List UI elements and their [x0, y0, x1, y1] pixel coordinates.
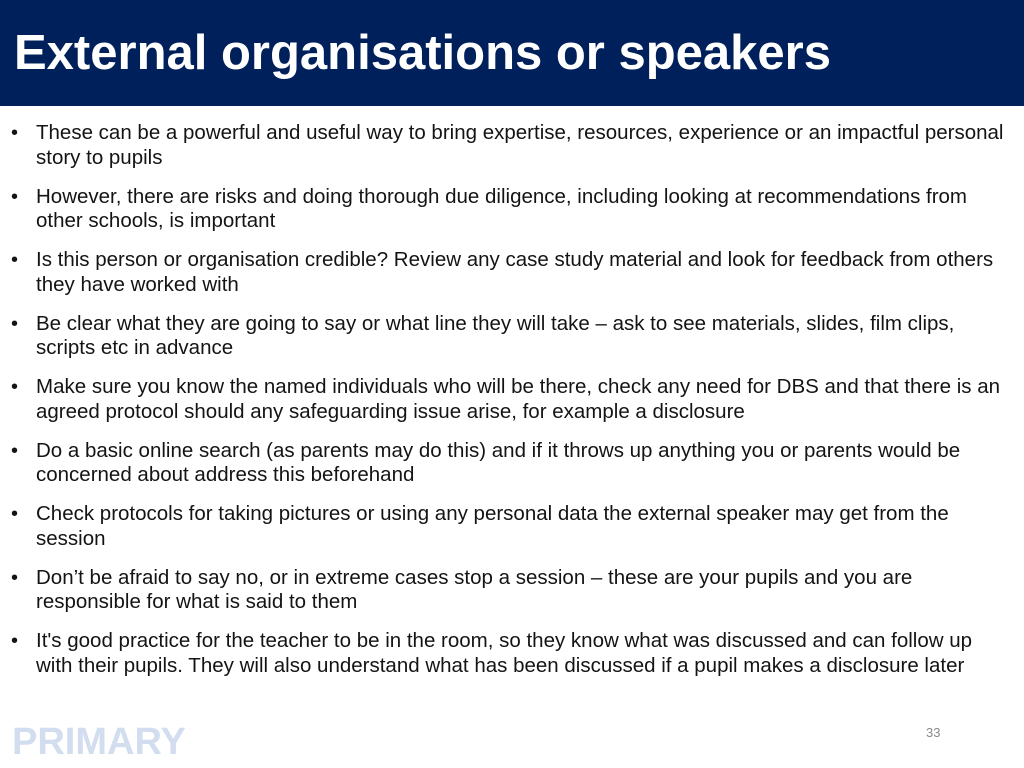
bullet-item [0, 185, 1024, 234]
bullet-item [0, 375, 1024, 424]
bullet-text: Is this person or organisation credible? Review any case study material and look for feedback from others they have worked with [36, 248, 994, 296]
bullet-marker: • [11, 439, 19, 462]
slide-number: 33 [926, 725, 941, 740]
bullet-text: Be clear what they are going to say or what line they will take – ask to see materials, slides, film clips, scripts etc in advance [36, 311, 955, 359]
bullet-text: Check protocols for taking pictures or using any personal data the external speaker may get from the session [36, 502, 949, 550]
bullet-item [0, 439, 1024, 488]
bullet-text: Make sure you know the named individuals who will be there, check any need for DBS and that there is an agreed protocol should any safeguarding issue arise, for example a disclosure [36, 375, 1001, 423]
slide-title: External organisations or speakers [14, 26, 831, 80]
footer-primary-label: PRIMARY [12, 721, 186, 763]
bullet-item [0, 312, 1024, 361]
title-bar [0, 0, 1024, 106]
bullet-marker: • [11, 566, 19, 589]
bullet-text: However, there are risks and doing thorough due diligence, including looking at recommendations from other schools, is important [36, 184, 968, 232]
bullet-marker: • [11, 185, 19, 208]
bullet-list [0, 121, 1024, 693]
bullet-text: These can be a powerful and useful way to bring expertise, resources, experience or an impactful personal story to pupils [36, 121, 1004, 169]
bullet-marker: • [11, 249, 19, 271]
bullet-text: Do a basic online search (as parents may do this) and if it throws up anything you or parents would be concerned about address this beforehand [36, 438, 961, 486]
bullet-item [0, 248, 1024, 297]
bullet-text: It's good practice for the teacher to be in the room, so they know what was discussed and can follow up with their pupils. They will also understand what has been discussed if a pupil makes a disclosure later [36, 629, 973, 677]
bullet-marker: • [11, 503, 19, 525]
bullet-marker: • [11, 122, 19, 144]
bullet-marker: • [11, 312, 19, 335]
bullet-text: Don’t be afraid to say no, or in extreme cases stop a session – these are your pupils and you are responsible for what is said to them [36, 565, 913, 613]
bullet-item [0, 121, 1024, 170]
bullet-marker: • [11, 630, 19, 652]
bullet-item [0, 502, 1024, 551]
bullet-item [0, 566, 1024, 615]
bullet-marker: • [11, 376, 19, 398]
bullet-item [0, 629, 1024, 678]
